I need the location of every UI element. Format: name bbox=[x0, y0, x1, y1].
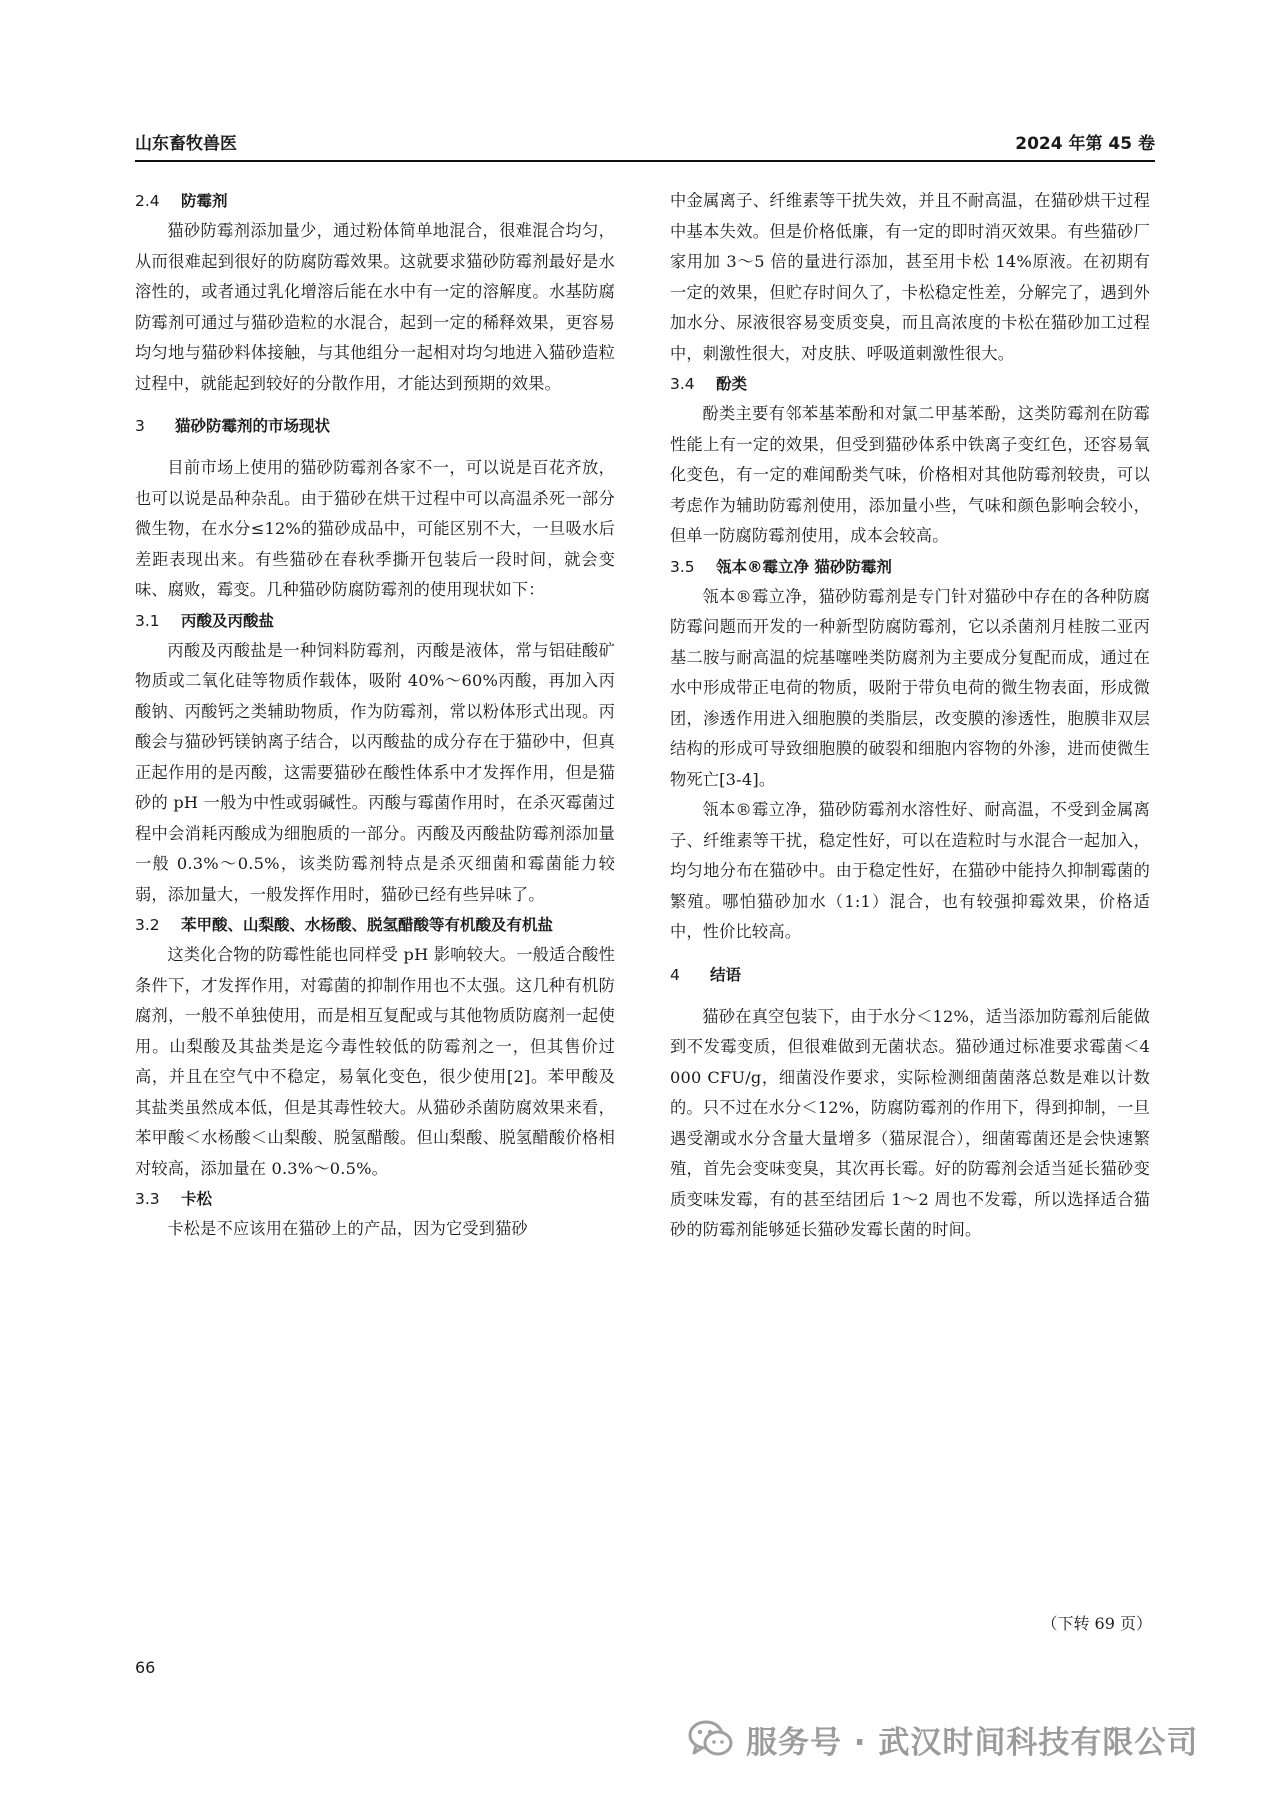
body-paragraph: 猫砂防霉剂添加量少，通过粉体简单地混合，很难混合均匀，从而很难起到很好的防腐防霉效果。这就要求猫砂防霉剂最好是水溶性的，或者通过乳化增溶后能在水中有一定的溶解度。水基防腐防霉剂可通过与猫砂造粒的水混合，起到一定的稀释效果，更容易均匀地与猫砂料体接触，与其他组分一起相对均匀地进入猫砂造粒过程中，就能起到较好的分散作用，才能达到预期的效果。 bbox=[135, 221, 615, 393]
body-paragraph: 瓴本®霉立净，猫砂防霉剂是专门针对猫砂中存在的各种防腐防霉问题而开发的一种新型防腐防霉剂，它以杀菌剂月桂胺二亚丙基二胺与耐高温的烷基噻唑类防腐剂为主要成分复配而成，通过在水中形成带正电荷的物质，吸附于带负电荷的微生物表面，形成微团，渗透作用进入细胞膜的类脂层，改变膜的渗透性，胞膜非双层结构的形成可导致细胞膜的破裂和细胞内容物的外渗，进而使微生物死亡[3-4]。 bbox=[670, 586, 1150, 789]
heading-number: 3.2 bbox=[135, 916, 160, 934]
running-header bbox=[135, 126, 1155, 162]
subsection-heading bbox=[135, 606, 615, 636]
heading-title: 瓴本®霉立净 猫砂防霉剂 bbox=[716, 557, 892, 576]
journal-title: 山东畜牧兽医 bbox=[135, 134, 237, 154]
heading-title: 酚类 bbox=[716, 375, 748, 393]
left-column bbox=[135, 186, 615, 1245]
body-paragraph: 酚类主要有邻苯基苯酚和对氯二甲基苯酚，这类防霉剂在防霉性能上有一定的效果，但受到猫砂体系中铁离子变红色，还容易氧化变色，有一定的难闻酚类气味，价格相对其他防霉剂较贵，可以考虑作为辅助防霉剂使用，添加量小些，气味和颜色影响会较小，但单一防腐防霉剂使用，成本会较高。 bbox=[670, 404, 1150, 545]
heading-title: 卡松 bbox=[181, 1190, 213, 1208]
body-paragraph: 中金属离子、纤维素等干扰失效，并且不耐高温，在猫砂烘干过程中基本失效。但是价格低廉，有一定的即时消灭效果。有些猫砂厂家用加 3～5 倍的量进行添加，甚至用卡松 14%原液。在初期有一定的效果，但贮存时间久了，卡松稳定性差，分解完了，遇到外加水分、尿液很容易变质变臭，而且高浓度的卡松在猫砂加工过程中，刺激性很大，对皮肤、呼吸道刺激性很大。 bbox=[670, 191, 1150, 363]
heading-number: 2.4 bbox=[135, 192, 160, 210]
subsection-heading bbox=[670, 369, 1150, 399]
heading-number: 4 bbox=[670, 965, 680, 984]
heading-title: 结语 bbox=[710, 965, 742, 984]
heading-title: 苯甲酸、山梨酸、水杨酸、脱氢醋酸等有机酸及有机盐 bbox=[181, 916, 554, 934]
body-paragraph: 卡松是不应该用在猫砂上的产品，因为它受到猫砂 bbox=[167, 1219, 528, 1238]
subsection-heading bbox=[135, 186, 615, 216]
heading-number: 3.1 bbox=[135, 611, 160, 630]
continued-note: （下转 69 页） bbox=[1041, 1614, 1152, 1633]
page-number: 66 bbox=[135, 1658, 156, 1677]
subsection-heading bbox=[670, 552, 1150, 582]
wechat-icon bbox=[688, 1719, 734, 1759]
heading-number: 3.3 bbox=[135, 1190, 160, 1208]
issue-label: 2024 年第 45 卷 bbox=[1015, 134, 1155, 154]
section-heading bbox=[135, 411, 615, 441]
heading-title: 丙酸及丙酸盐 bbox=[181, 611, 275, 630]
heading-number: 3.5 bbox=[670, 557, 695, 576]
body-paragraph: 目前市场上使用的猫砂防霉剂各家不一，可以说是百花齐放，也可以说是品种杂乱。由于猫砂在烘干过程中可以高温杀死一部分微生物，在水分≤12%的猫砂成品中，可能区别不大，一旦吸水后差距表现出来。有些猫砂在春秋季撕开包装后一段时间，就会变味、腐败，霉变。几种猫砂防腐防霉剂的使用现状如下： bbox=[135, 458, 615, 599]
subsection-heading bbox=[135, 910, 615, 940]
body-paragraph: 这类化合物的防霉性能也同样受 pH 影响较大。一般适合酸性条件下，才发挥作用，对霉菌的抑制作用也不太强。这几种有机防腐剂，一般不单独使用，而是相互复配或与其他物质防腐剂一起使用。山梨酸及其盐类是迄今毒性较低的防霉剂之一，但其售价过高，并且在空气中不稳定，易氧化变色，很少使用[2]。苯甲酸及其盐类虽然成本低，但是其毒性较大。从猫砂杀菌防腐效果来看，苯甲酸＜水杨酸＜山梨酸、脱氢醋酸。但山梨酸、脱氢醋酸价格相对较高，添加量在 0.3%～0.5%。 bbox=[135, 945, 615, 1178]
right-column bbox=[670, 186, 1150, 1246]
body-paragraph: 猫砂在真空包装下，由于水分＜12%，适当添加防霉剂后能做到不发霉变质，但很难做到无菌状态。猫砂通过标准要求霉菌＜4 000 CFU/g，细菌没作要求，实际检测细菌菌落总数是难以计数的。只不过在水分＜12%，防腐防霉剂的作用下，得到抑制，一旦遇受潮或水分含量大量增多（猫尿混合），细菌霉菌还是会快速繁殖，首先会变味变臭，其次再长霉。好的防霉剂会适当延长猫砂变质变味发霉，有的甚至结团后 1～2 周也不发霉，所以选择适合猫砂的防霉剂能够延长猫砂发霉长菌的时间。 bbox=[670, 1006, 1150, 1239]
heading-number: 3 bbox=[135, 417, 145, 435]
body-paragraph: 丙酸及丙酸盐是一种饲料防霉剂，丙酸是液体，常与铝硅酸矿物质或二氧化硅等物质作载体，吸附 40%～60%丙酸，再加入丙酸钠、丙酸钙之类辅助物质，作为防霉剂，常以粉体形式出现。丙酸会与猫砂钙镁钠离子结合，以丙酸盐的成分存在于猫砂中，但真正起作用的是丙酸，这需要猫砂在酸性体系中才发挥作用，但是猫砂的 pH 一般为中性或弱碱性。丙酸与霉菌作用时，在杀灭霉菌过程中会消耗丙酸成为细胞质的一部分。丙酸及丙酸盐防霉剂添加量一般 0.3%～0.5%，该类防霉剂特点是杀灭细菌和霉菌能力较弱，添加量大，一般发挥作用时，猫砂已经有些异味了。 bbox=[135, 640, 615, 904]
body-paragraph: 瓴本®霉立净，猫砂防霉剂水溶性好、耐高温，不受到金属离子、纤维素等干扰，稳定性好，可以在造粒时与水混合一起加入，均匀地分布在猫砂中。由于稳定性好，在猫砂中能持久抑制霉菌的繁殖。哪怕猫砂加水（1:1）混合，也有较强抑霉效果，价格适中，性价比较高。 bbox=[670, 800, 1150, 941]
watermark bbox=[688, 1714, 1198, 1764]
section-heading bbox=[670, 960, 1150, 990]
subsection-heading bbox=[135, 1184, 615, 1214]
heading-number: 3.4 bbox=[670, 375, 695, 393]
heading-title: 猫砂防霉剂的市场现状 bbox=[175, 417, 331, 435]
heading-title: 防霉剂 bbox=[181, 192, 228, 210]
watermark-text: 服务号 · 武汉时间科技有限公司 bbox=[746, 1724, 1199, 1761]
